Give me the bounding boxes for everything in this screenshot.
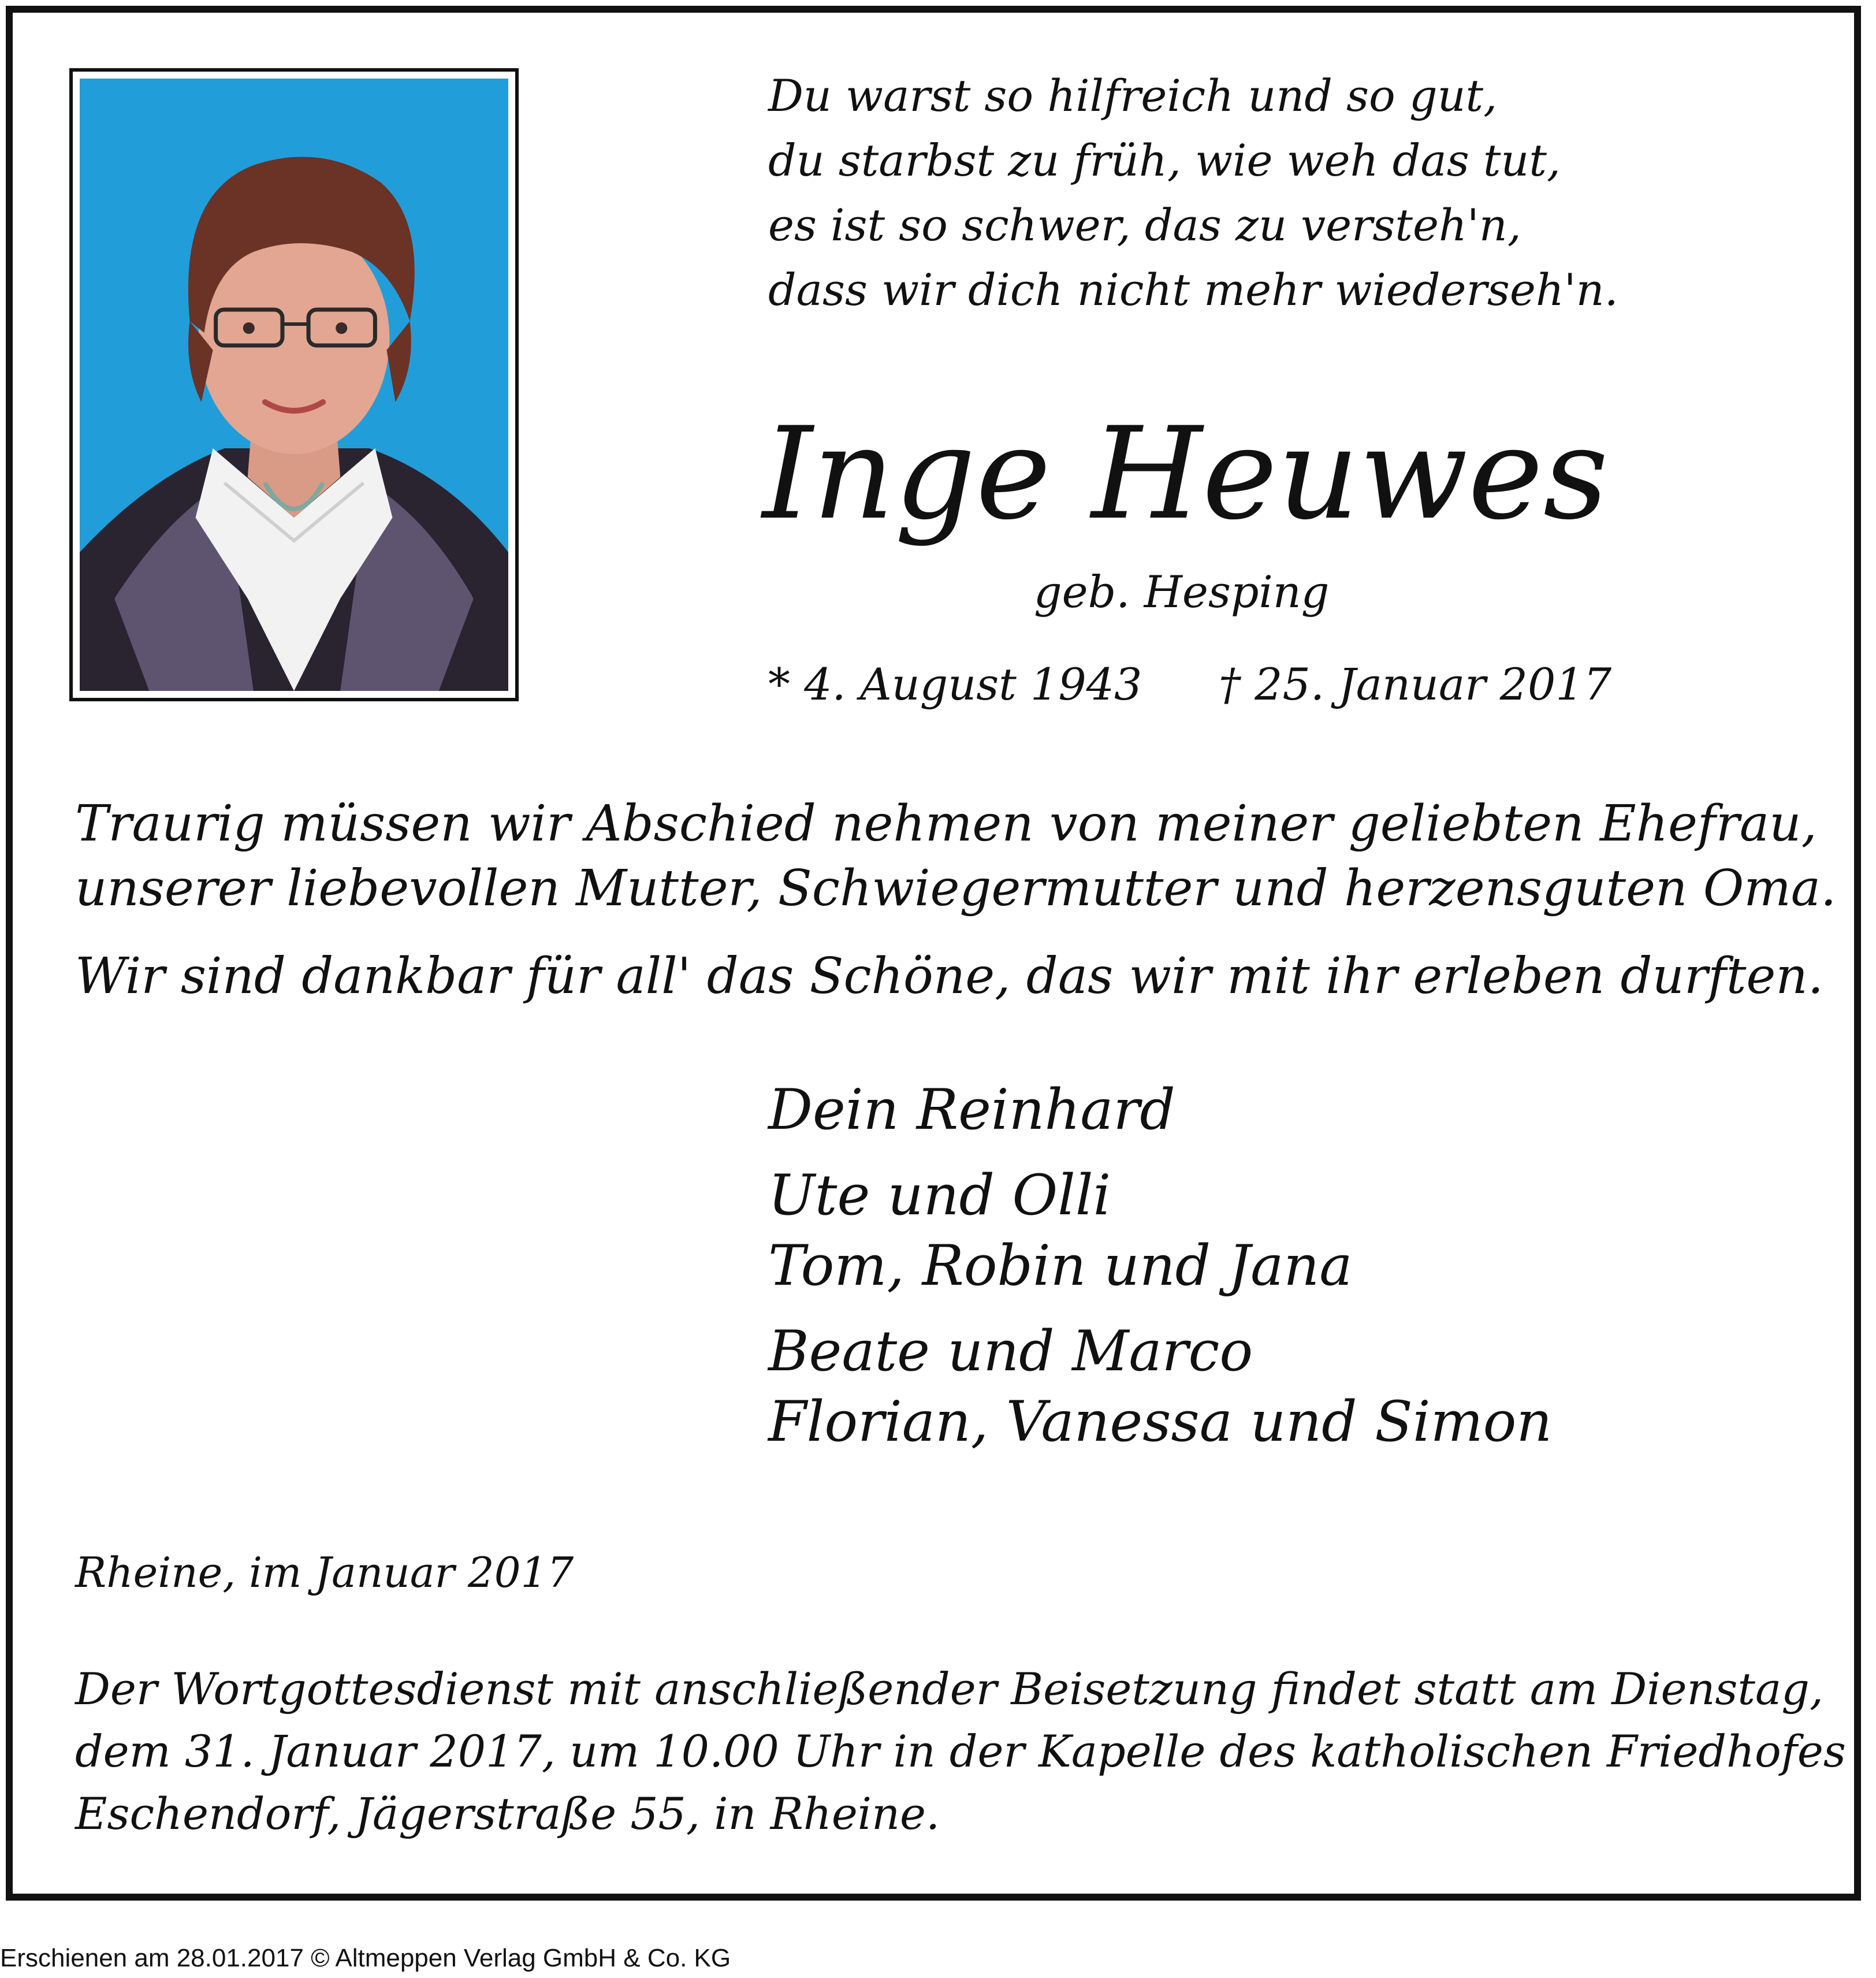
family-signatures <box>768 1074 1552 1472</box>
family-group <box>768 1160 1552 1301</box>
poem-line: du starbst zu früh, wie weh das tut, <box>768 135 1561 186</box>
poem-line: dass wir dich nicht mehr wiederseh'n. <box>768 264 1618 315</box>
portrait-photo <box>69 68 519 701</box>
message-line: unserer liebevollen Mutter, Schwiegermutter und herzensguten Oma. <box>75 860 1837 917</box>
family-member: Florian, Vanessa und Simon <box>768 1389 1553 1454</box>
gratitude-line: Wir sind dankbar für all' das Schöne, das wir mit ihr erleben durften. <box>75 947 1824 1005</box>
poem-line: es ist so schwer, das zu versteh'n, <box>768 199 1521 251</box>
publication-footer: Erschienen am 28.01.2017 © Altmeppen Verlag GmbH & Co. KG <box>0 1944 731 1972</box>
family-member: Beate und Marco <box>768 1319 1253 1384</box>
family-group <box>768 1074 1552 1145</box>
service-line: dem 31. Januar 2017, um 10.00 Uhr in der Kapelle des katholischen Friedhofes <box>75 1726 1846 1777</box>
family-member: Tom, Robin und Jana <box>768 1233 1353 1298</box>
message-line: Traurig müssen wir Abschied nehmen von meiner geliebten Ehefrau, <box>75 795 1817 853</box>
service-line: Eschendorf, Jägerstraße 55, in Rheine. <box>75 1788 940 1839</box>
birth-date: * 4. August 1943 <box>768 659 1142 710</box>
family-group <box>768 1316 1552 1457</box>
deceased-name: Inge Heuwes <box>762 400 1609 548</box>
family-member: Dein Reinhard <box>768 1077 1175 1142</box>
portrait-image <box>80 79 508 691</box>
poem <box>768 64 1808 322</box>
service-line: Der Wortgottesdienst mit anschließender Beisetzung findet statt am Dienstag, <box>75 1663 1824 1715</box>
poem-line: Du warst so hilfreich und so gut, <box>768 70 1498 121</box>
maiden-name: geb. Hesping <box>1034 566 1330 618</box>
death-date: † 25. Januar 2017 <box>1219 659 1612 710</box>
family-member: Ute und Olli <box>768 1163 1111 1228</box>
service-info <box>75 1658 1846 1845</box>
place-date: Rheine, im Januar 2017 <box>75 1548 574 1597</box>
mourning-message <box>75 791 1837 921</box>
